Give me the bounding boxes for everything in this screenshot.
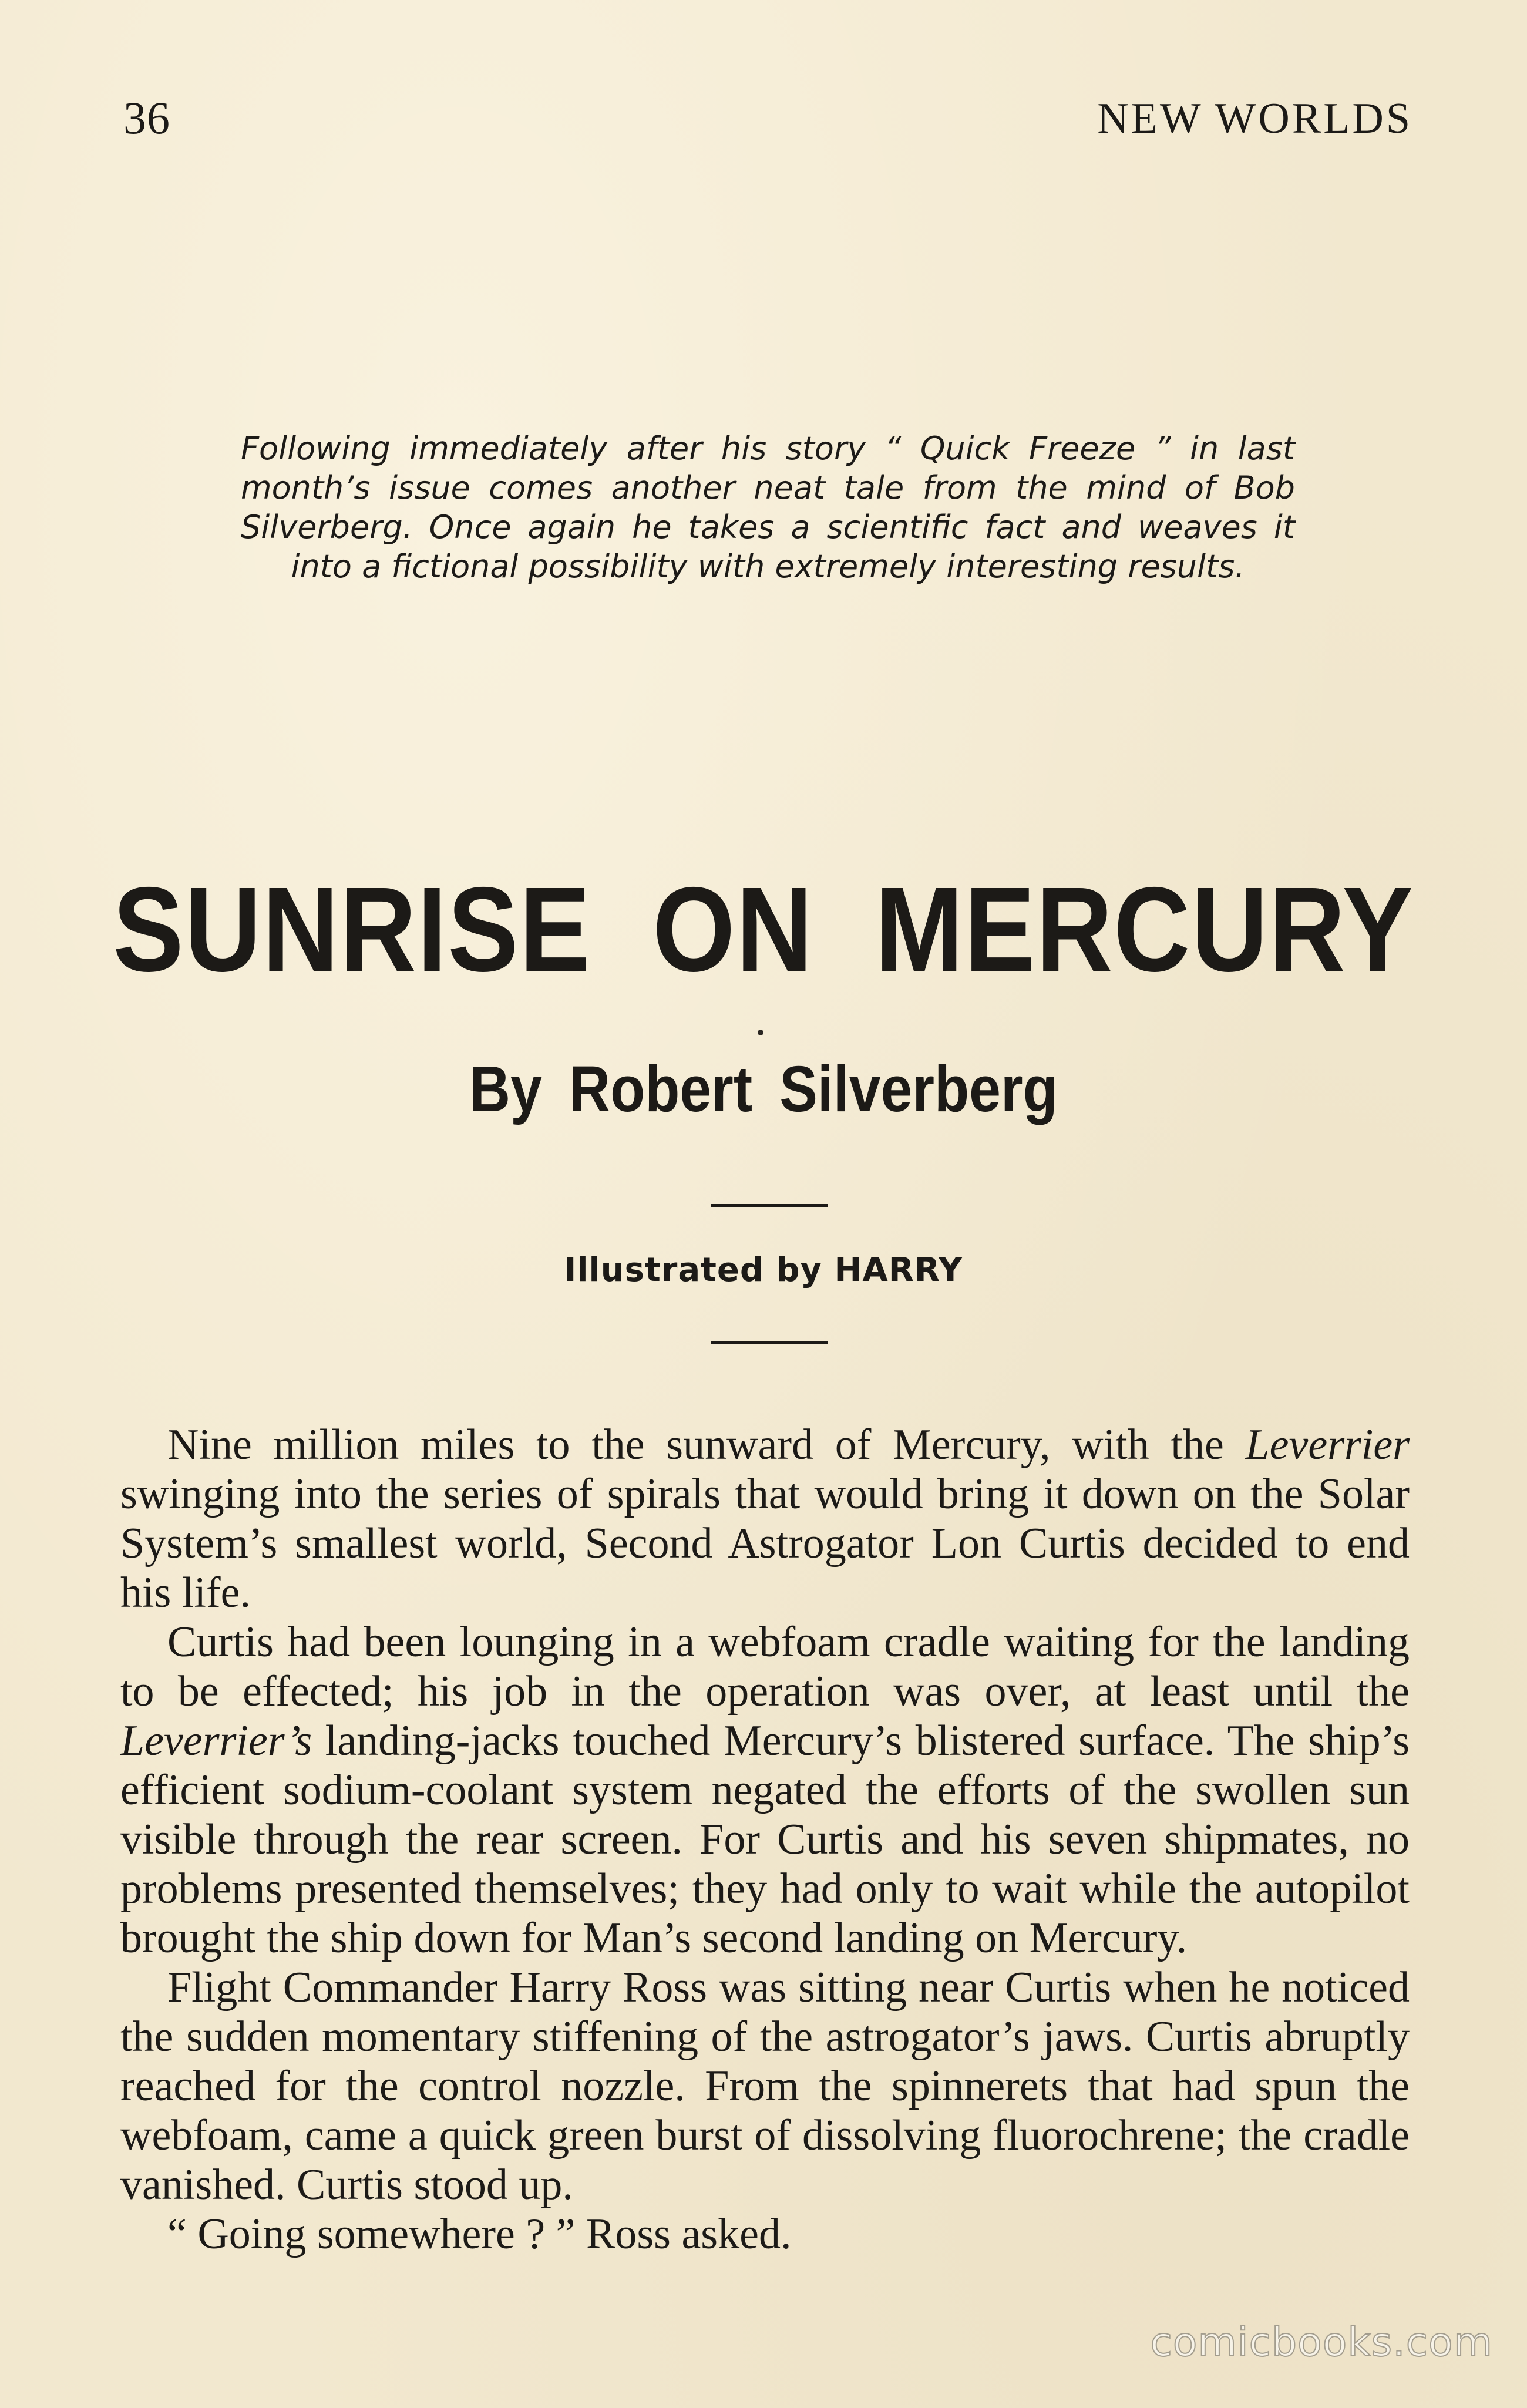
body-paragraph-2: Curtis had been lounging in a webfoam cradle waiting for the landing to be effected; his job in the operation was over, at least until the Leverrier’s landing-jacks touched Mercury’s blistered surface. The ship’s efficient sodium-coolant system negated the efforts of the swollen sun visible through the rear screen. For Curtis and his seven shipmates, no problems presented themselves; they had only to wait while the autopilot brought the ship down for Man’s second landing on Mercury. [120, 1618, 1410, 1962]
divider-rule-bottom [711, 1341, 828, 1344]
body-paragraph-4: “ Going somewhere ? ” Ross asked. [167, 2210, 792, 2258]
illustrator-credit: Illustrated by HARRY [564, 1251, 963, 1289]
watermark-logo: comicbooks.com [1150, 2319, 1493, 2366]
body-paragraph-1: Nine million miles to the sunward of Mercury, with the Leverrier swinging into the series of spirals that would bring it down on the Solar System’s smallest world, Second Astrogator Lon Curtis decided to end his life. [120, 1421, 1410, 1617]
body-paragraph-3: Flight Commander Harry Ross was sitting near Curtis when he noticed the sudden momentary stiffening of the astrogator’s jaws. Curtis abruptly reached for the control nozzle. From the spinnerets that had spun the webfoam, came a quick green burst of dissolving fluorochrene; the cradle vanished. Curtis stood up. [120, 1963, 1410, 2209]
page-number: 36 [123, 92, 170, 143]
divider-rule-top [711, 1204, 828, 1207]
story-intro-blurb: Following immediately after his story “ Quick Freeze ” in last month’s issue comes another neat tale from the mind of Bob Silverberg. Once again he takes a scientific fact and weaves it into a fictional possibility with extremely interesting results. [241, 430, 1295, 585]
story-body [120, 1420, 1410, 2259]
ship-name: Leverrier’s [120, 1717, 312, 1765]
story-title: SUNRISE ON MERCURY [113, 862, 1414, 997]
title-dot-ornament [758, 1030, 764, 1035]
story-byline: By Robert Silverberg [469, 1053, 1058, 1125]
ship-name: Leverrier [1245, 1421, 1410, 1469]
running-head: NEW WORLDS [1097, 95, 1412, 143]
